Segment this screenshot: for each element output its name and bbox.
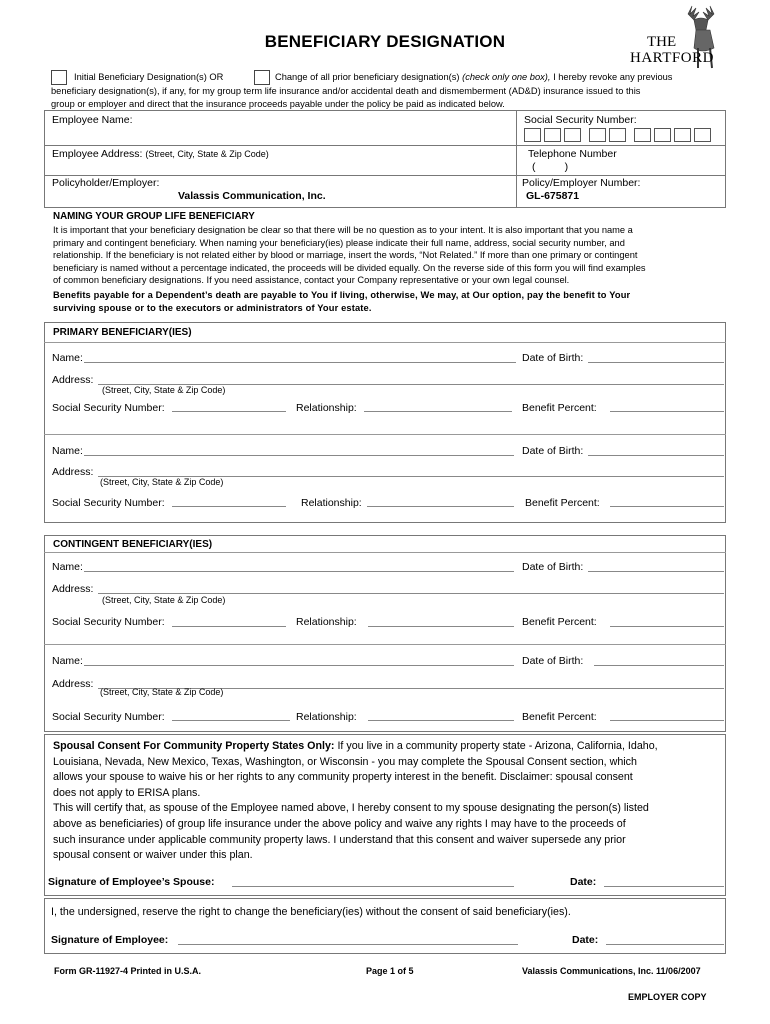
ssn-digit-box [564,128,581,142]
primary1-name-field[interactable] [84,362,516,363]
policy-number-value: GL-675871 [526,190,580,202]
primary1-relationship-label: Relationship: [296,402,357,414]
primary2-ssn-label: Social Security Number: [52,497,165,509]
contingent1-ssn-field[interactable] [172,626,286,627]
spouse-date-label: Date: [570,876,597,888]
contingent1-benefit-label: Benefit Percent: [522,616,597,628]
primary1-address-hint: (Street, City, State & Zip Code) [102,385,226,395]
employer-copy-label: EMPLOYER COPY [628,992,707,1002]
primary2-address-hint: (Street, City, State & Zip Code) [100,477,224,487]
policy-number-label: Policy/Employer Number: [522,177,641,189]
naming-heading: NAMING YOUR GROUP LIFE BENEFICIARY [53,211,255,222]
ssn-digit-box [654,128,671,142]
primary-beneficiary-section [44,322,726,523]
initial-designation-label: Initial Beneficiary Designation(s) OR [74,72,224,82]
contingent1-benefit-field[interactable] [610,626,724,627]
ssn-label: Social Security Number: [524,114,637,126]
primary1-benefit-field[interactable] [610,411,724,412]
primary-section-title: PRIMARY BENEFICIARY(IES) [53,327,192,338]
primary1-name-label: Name: [52,352,83,364]
primary1-benefit-label: Benefit Percent: [522,402,597,414]
contingent1-relationship-label: Relationship: [296,616,357,628]
ssn-digit-box [694,128,711,142]
page-number: Page 1 of 5 [366,966,414,976]
contingent2-benefit-label: Benefit Percent: [522,711,597,723]
change-designation-label: Change of all prior beneficiary designation(s) (check only one box), I hereby revoke any previous [275,72,673,82]
contingent1-name-label: Name: [52,561,83,573]
primary1-dob-label: Date of Birth: [522,352,584,364]
contingent1-address-field[interactable] [98,593,724,594]
intro-line-2: beneficiary designation(s), if any, for my group term life insurance and/or accidental death and dismemberment (AD&D) insurance issued to this [51,86,641,96]
primary2-address-label: Address: [52,466,94,478]
ssn-digit-box [544,128,561,142]
employee-address-label: Employee Address: (Street, City, State & Zip Code) [52,148,269,160]
ssn-digit-box [674,128,691,142]
contingent1-dob-label: Date of Birth: [522,561,584,573]
contingent2-relationship-label: Relationship: [296,711,357,723]
employee-date-label: Date: [572,934,599,946]
primary2-dob-label: Date of Birth: [522,445,584,457]
primary2-relationship-field[interactable] [367,506,514,507]
initial-designation-checkbox[interactable] [51,70,67,85]
contingent1-relationship-field[interactable] [368,626,514,627]
ssn-digit-box [634,128,651,142]
footer-company-date: Valassis Communications, Inc. 11/06/2007 [522,966,701,976]
contingent2-name-label: Name: [52,655,83,667]
primary1-relationship-field[interactable] [364,411,512,412]
ssn-input-boxes[interactable] [524,128,714,147]
primary1-address-label: Address: [52,374,94,386]
ssn-digit-box [609,128,626,142]
contingent2-address-label: Address: [52,678,94,690]
contingent1-name-field[interactable] [84,571,514,572]
employee-date-field[interactable] [606,944,724,945]
ssn-digit-box [589,128,606,142]
form-title: BENEFICIARY DESIGNATION [264,32,506,51]
contingent2-ssn-field[interactable] [172,720,290,721]
contingent2-dob-field[interactable] [594,665,724,666]
primary1-ssn-field[interactable] [172,411,286,412]
change-designation-checkbox[interactable] [254,70,270,85]
contingent1-address-hint: (Street, City, State & Zip Code) [102,595,226,605]
contingent2-ssn-label: Social Security Number: [52,711,165,723]
contingent2-relationship-field[interactable] [368,720,514,721]
primary1-dob-field[interactable] [588,362,724,363]
policyholder-value: Valassis Communication, Inc. [178,190,326,202]
spouse-date-field[interactable] [604,886,724,887]
dependent-benefit-notice: Benefits payable for a Dependent’s death are payable to You if living, otherwise, We may, at Our option, pay the benefit to Your surviving spouse or to the executors or administrators of Your estate. [53,290,631,313]
logo-the: THE [647,34,677,50]
primary2-benefit-label: Benefit Percent: [525,497,600,509]
contingent2-address-hint: (Street, City, State & Zip Code) [100,687,224,697]
spouse-signature-field[interactable] [232,886,514,887]
contingent2-dob-label: Date of Birth: [522,655,584,667]
intro-line-3: group or employer and direct that the insurance proceeds payable under the policy be paid as indicated below. [51,99,505,109]
logo-hartford: HARTFORD [630,50,714,66]
contingent1-dob-field[interactable] [588,571,724,572]
employee-signature-field[interactable] [178,944,518,945]
employee-info-divider [516,110,517,208]
spouse-signature-label: Signature of Employee’s Spouse: [48,876,215,888]
spousal-consent-text: Spousal Consent For Community Property States Only: If you live in a community property state - Arizona, California, Idaho, Louisiana, Nevada, New Mexico, Texas, Washington, or Wisconsin - you may complete the Spousal Consent section, which allows your spouse to waive his or her rights to any community property interest in the benefit. Disclaimer: spousal consent does not apply to ERISA plans. This will certify that, as spouse of the Employee named above, I hereby consent to my spouse designating the person(s) listed above as beneficiaries) of group life insurance under the above policy and waive any rights I may have to the proceeds of such insurance under applicable community property laws. I understand that this consent and waiver supersede any prior spousal consent or waiver under this plan. [53,740,658,862]
primary2-ssn-field[interactable] [172,506,286,507]
primary2-relationship-label: Relationship: [301,497,362,509]
naming-paragraph: It is important that your beneficiary designation be clear so that there will be no question as to your intent. It is also important that you name a primary and contingent beneficiary. When naming your beneficiary(ies) please indicate their full name, address, social security number, and relationship. If the beneficiary is not related either by blood or marriage, insert the words, “Not Related.” If more than one primary or contingent beneficiary is named without a percentage indicated, the proceeds will be divided equally. On the reverse side of this form you will find examples of common beneficiary designations. If you need assistance, contact your Company representative or your own legal counsel. [53,225,646,285]
employee-signature-label: Signature of Employee: [51,934,169,946]
telephone-label: Telephone Number [528,148,617,160]
policyholder-label: Policyholder/Employer: [52,177,160,189]
primary2-benefit-field[interactable] [610,506,724,507]
primary2-dob-field[interactable] [588,455,724,456]
reserve-rights-text: I, the undersigned, reserve the right to change the beneficiary(ies) without the consent of said beneficiary(ies). [51,906,571,918]
form-number: Form GR-11927-4 Printed in U.S.A. [54,966,202,976]
contingent2-name-field[interactable] [84,665,514,666]
telephone-area-code[interactable]: ( ) [532,161,569,173]
contingent-section-title: CONTINGENT BENEFICIARY(IES) [53,539,213,550]
employee-name-label: Employee Name: [52,114,133,126]
contingent-beneficiary-section [44,535,726,732]
primary1-ssn-label: Social Security Number: [52,402,165,414]
contingent2-benefit-field[interactable] [610,720,724,721]
contingent1-address-label: Address: [52,583,94,595]
contingent1-ssn-label: Social Security Number: [52,616,165,628]
primary2-name-field[interactable] [84,455,514,456]
primary2-name-label: Name: [52,445,83,457]
ssn-digit-box [524,128,541,142]
